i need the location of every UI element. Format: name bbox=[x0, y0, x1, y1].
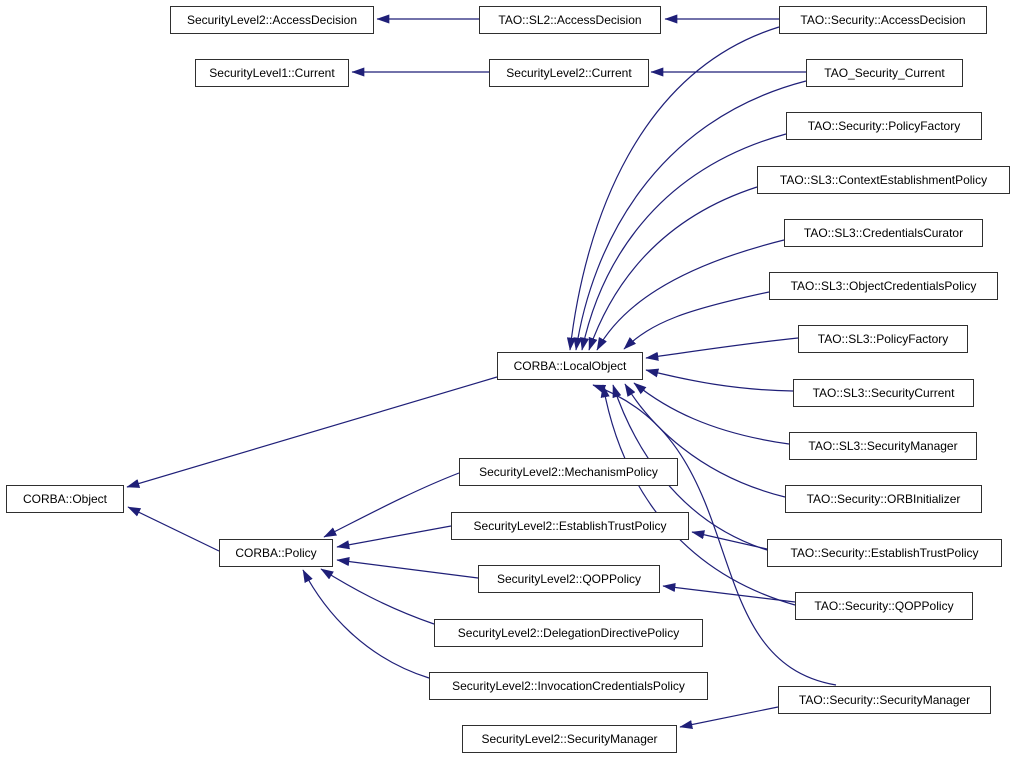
inheritance-edge bbox=[680, 707, 778, 727]
node-securitylevel2-accessdecision[interactable] bbox=[170, 6, 374, 34]
inheritance-edge bbox=[321, 569, 434, 624]
node-tao-security-orbinitializer[interactable] bbox=[785, 485, 982, 513]
inheritance-edge bbox=[337, 560, 478, 578]
node-label: TAO::SL3::ObjectCredentialsPolicy bbox=[790, 279, 977, 293]
node-label: CORBA::LocalObject bbox=[513, 359, 627, 373]
inheritance-edge bbox=[663, 586, 795, 602]
node-tao-sl3-objectcredentialspolicy[interactable] bbox=[769, 272, 998, 300]
node-label: SecurityLevel2::MechanismPolicy bbox=[479, 465, 658, 479]
node-label: CORBA::Object bbox=[22, 492, 108, 506]
node-corba-object[interactable] bbox=[6, 485, 124, 513]
node-tao-security-qoppolicy[interactable] bbox=[795, 592, 973, 620]
node-label: TAO_Security_Current bbox=[824, 66, 945, 80]
node-tao-security-securitymanager[interactable] bbox=[778, 686, 991, 714]
node-label: TAO::SL3::CredentialsCurator bbox=[803, 226, 964, 240]
inheritance-edge bbox=[576, 81, 806, 350]
inheritance-edge bbox=[582, 134, 786, 350]
node-label: TAO::SL3::SecurityCurrent bbox=[812, 386, 955, 400]
node-corba-localobject[interactable] bbox=[497, 352, 643, 380]
node-label: TAO::SL3::SecurityManager bbox=[808, 439, 958, 453]
node-label: TAO::Security::QOPPolicy bbox=[814, 599, 954, 613]
node-securitylevel2-invocationcredentialspolicy[interactable] bbox=[429, 672, 708, 700]
node-label: TAO::Security::ORBInitializer bbox=[806, 492, 961, 506]
node-label: SecurityLevel2::Current bbox=[506, 66, 632, 80]
node-label: SecurityLevel2::QOPPolicy bbox=[496, 572, 642, 586]
node-label: SecurityLevel2::AccessDecision bbox=[186, 13, 358, 27]
node-securitylevel2-current[interactable] bbox=[489, 59, 649, 87]
node-securitylevel2-mechanismpolicy[interactable] bbox=[459, 458, 678, 486]
node-securitylevel2-securitymanager[interactable] bbox=[462, 725, 677, 753]
inheritance-edge bbox=[337, 526, 451, 547]
node-label: SecurityLevel2::InvocationCredentialsPolicy bbox=[452, 679, 685, 693]
node-tao-security-accessdecision[interactable] bbox=[779, 6, 987, 34]
node-tao-sl3-policyfactory[interactable] bbox=[798, 325, 968, 353]
node-label: TAO::SL3::PolicyFactory bbox=[817, 332, 949, 346]
inheritance-edge bbox=[624, 292, 769, 349]
node-label: TAO::Security::AccessDecision bbox=[800, 13, 966, 27]
inheritance-edge bbox=[303, 570, 429, 678]
inheritance-edge bbox=[646, 338, 798, 358]
node-securitylevel2-qoppolicy[interactable] bbox=[478, 565, 660, 593]
inheritance-edge bbox=[127, 377, 497, 487]
node-securitylevel1-current[interactable] bbox=[195, 59, 349, 87]
node-tao-sl2-accessdecision[interactable] bbox=[479, 6, 661, 34]
node-label: TAO::SL3::ContextEstablishmentPolicy bbox=[779, 173, 988, 187]
node-corba-policy[interactable] bbox=[219, 539, 333, 567]
node-tao-security-establishtrustpolicy[interactable] bbox=[767, 539, 1002, 567]
inheritance-edge bbox=[634, 383, 789, 444]
node-label: TAO::Security::EstablishTrustPolicy bbox=[790, 546, 979, 560]
node-label: SecurityLevel2::DelegationDirectivePolicy bbox=[457, 626, 680, 640]
node-securitylevel2-delegationdirectivepolicy[interactable] bbox=[434, 619, 703, 647]
node-label: TAO::SL2::AccessDecision bbox=[498, 13, 642, 27]
node-label: CORBA::Policy bbox=[235, 546, 317, 560]
node-tao-sl3-contextestablishmentpolicy[interactable] bbox=[757, 166, 1010, 194]
node-label: SecurityLevel1::Current bbox=[209, 66, 335, 80]
node-tao-sl3-securitymanager[interactable] bbox=[789, 432, 977, 460]
inheritance-edge bbox=[646, 370, 793, 391]
inheritance-edge bbox=[324, 473, 459, 537]
node-tao-sl3-securitycurrent[interactable] bbox=[793, 379, 974, 407]
node-tao-sl3-credentialscurator[interactable] bbox=[784, 219, 983, 247]
node-label: TAO::Security::PolicyFactory bbox=[807, 119, 961, 133]
node-label: SecurityLevel2::SecurityManager bbox=[481, 732, 658, 746]
node-label: TAO::Security::SecurityManager bbox=[798, 693, 971, 707]
node-label: SecurityLevel2::EstablishTrustPolicy bbox=[473, 519, 667, 533]
node-tao-security-policyfactory[interactable] bbox=[786, 112, 982, 140]
inheritance-edge bbox=[128, 507, 219, 551]
node-securitylevel2-establishtrustpolicy[interactable] bbox=[451, 512, 689, 540]
node-tao-security-current[interactable] bbox=[806, 59, 963, 87]
